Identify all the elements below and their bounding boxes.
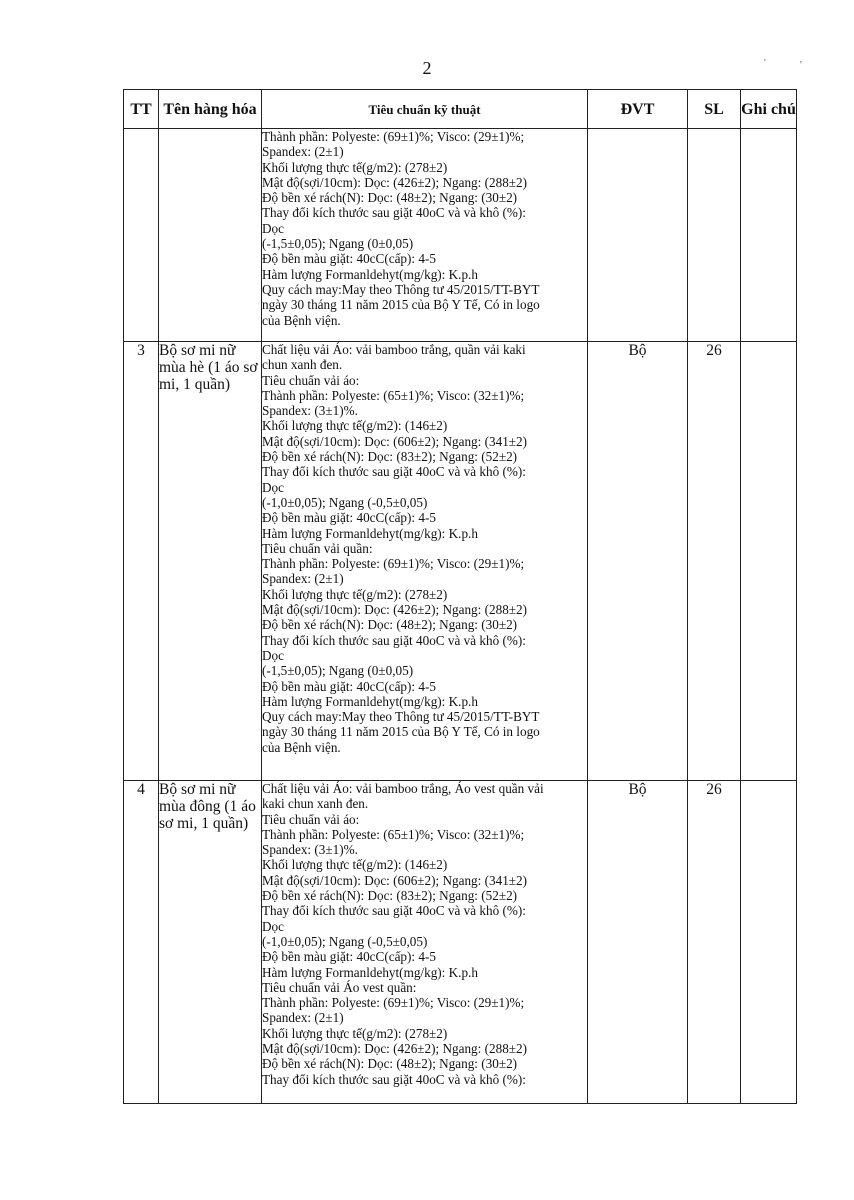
spec-line: Spandex: (2±1) — [262, 144, 344, 160]
spec-line: Độ bền màu giặt: 40cC(cấp): 4-5 — [262, 510, 436, 526]
spec-line: Thay đổi kích thước sau giặt 40oC và và khô (%): — [262, 1071, 526, 1087]
spec-line: (-1,5±0,05); Ngang (0±0,05) — [262, 236, 414, 252]
spec-line: Độ bền xé rách(N): Dọc: (48±2); Ngang: (30±2) — [262, 190, 518, 206]
row-spec — [262, 781, 588, 1104]
spec-line: Thành phần: Polyeste: (69±1)%; Visco: (29±1)%; — [262, 129, 525, 144]
spec-line: Dọc — [262, 220, 284, 236]
spec-line: Chất liệu vải Áo: vải bamboo trắng, Áo vest quần vải — [262, 781, 544, 796]
spec-line: Thành phần: Polyeste: (65±1)%; Visco: (32±1)%; — [262, 826, 525, 842]
spec-line: Thay đổi kích thước sau giặt 40oC và và khô (%): — [262, 464, 526, 480]
spec-line: Spandex: (2±1) — [262, 1010, 344, 1026]
spec-line: Spandex: (3±1)%. — [262, 842, 358, 858]
header-spec: Tiêu chuẩn kỹ thuật — [262, 90, 588, 129]
spec-line: Thay đổi kích thước sau giặt 40oC và và khô (%): — [262, 205, 526, 221]
row-unit: Bộ — [588, 781, 688, 1104]
spec-line: Chất liệu vải Áo: vải bamboo trắng, quần vải kaki — [262, 342, 526, 357]
scan-speck-icon: ' — [800, 60, 802, 71]
row-tt: 4 — [124, 781, 159, 1104]
spec-line: Độ bền xé rách(N): Dọc: (48±2); Ngang: (30±2) — [262, 1056, 518, 1072]
spec-line: Tiêu chuẩn vải Áo vest quần: — [262, 979, 417, 995]
row-note — [741, 342, 797, 781]
row-tt: 3 — [124, 342, 159, 781]
spec-line: ngày 30 tháng 11 năm 2015 của Bộ Y Tế, Có in logo — [262, 297, 540, 313]
spec-line: Khối lượng thực tế(g/m2): (278±2) — [262, 586, 448, 602]
table-row — [124, 342, 797, 781]
spec-line: Thành phần: Polyeste: (69±1)%; Visco: (29±1)%; — [262, 995, 525, 1011]
spec-line: Dọc — [262, 647, 284, 663]
spec-line: Dọc — [262, 918, 284, 934]
header-tt: TT — [124, 90, 159, 129]
row-qty: 26 — [688, 342, 741, 781]
spec-line: Spandex: (2±1) — [262, 571, 344, 587]
scan-speck-icon: ' — [764, 58, 766, 69]
spec-line: Độ bền xé rách(N): Dọc: (83±2); Ngang: (52±2) — [262, 888, 518, 904]
spec-line: Spandex: (3±1)%. — [262, 403, 358, 419]
header-name: Tên hàng hóa — [159, 90, 262, 129]
row-name — [159, 129, 262, 342]
header-note: Ghi chú — [741, 90, 797, 129]
row-tt — [124, 129, 159, 342]
row-unit — [588, 129, 688, 342]
spec-line: Khối lượng thực tế(g/m2): (146±2) — [262, 857, 448, 873]
header-unit: ĐVT — [588, 90, 688, 129]
row-name: Bộ sơ mi nữ mùa hè (1 áo sơ mi, 1 quần) — [159, 342, 262, 781]
spec-line: kaki chun xanh đen. — [262, 796, 369, 812]
row-qty — [688, 129, 741, 342]
spec-line: của Bệnh viện. — [262, 739, 341, 755]
row-name: Bộ sơ mi nữ mùa đông (1 áo sơ mi, 1 quần) — [159, 781, 262, 1104]
table-header-row — [124, 90, 797, 129]
spec-line: Mật độ(sợi/10cm): Dọc: (606±2); Ngang: (341±2) — [262, 433, 528, 449]
row-qty: 26 — [688, 781, 741, 1104]
spec-line: Khối lượng thực tế(g/m2): (278±2) — [262, 1025, 448, 1041]
table-row — [124, 781, 797, 1104]
spec-line: Mật độ(sợi/10cm): Dọc: (426±2); Ngang: (288±2) — [262, 602, 528, 618]
spec-line: Dọc — [262, 479, 284, 495]
row-note — [741, 781, 797, 1104]
spec-line: Quy cách may:May theo Thông tư 45/2015/TT-BYT — [262, 281, 540, 297]
spec-line: Mật độ(sợi/10cm): Dọc: (426±2); Ngang: (288±2) — [262, 1041, 528, 1057]
table-row — [124, 129, 797, 342]
spec-line: Mật độ(sợi/10cm): Dọc: (426±2); Ngang: (288±2) — [262, 174, 528, 190]
spec-line: Khối lượng thực tế(g/m2): (146±2) — [262, 418, 448, 434]
spec-line: Thay đổi kích thước sau giặt 40oC và và khô (%): — [262, 632, 526, 648]
page-number: 2 — [422, 58, 432, 78]
spec-line: chun xanh đen. — [262, 357, 343, 373]
spec-line: Tiêu chuẩn vải áo: — [262, 811, 360, 827]
spec-line: Tiêu chuẩn vải quần: — [262, 540, 373, 556]
spec-line: Hàm lượng Formanldehyt(mg/kg): K.p.h — [262, 964, 478, 980]
spec-line: Độ bền màu giặt: 40cC(cấp): 4-5 — [262, 678, 436, 694]
spec-line: Thành phần: Polyeste: (69±1)%; Visco: (29±1)%; — [262, 556, 525, 572]
spec-line: ngày 30 tháng 11 năm 2015 của Bộ Y Tế, Có in logo — [262, 724, 540, 740]
spec-line: Mật độ(sợi/10cm): Dọc: (606±2); Ngang: (341±2) — [262, 872, 528, 888]
spec-line: Quy cách may:May theo Thông tư 45/2015/TT-BYT — [262, 709, 540, 725]
spec-line: Thành phần: Polyeste: (65±1)%; Visco: (32±1)%; — [262, 387, 525, 403]
spec-line: Hàm lượng Formanldehyt(mg/kg): K.p.h — [262, 693, 478, 709]
spec-line: Độ bền xé rách(N): Dọc: (83±2); Ngang: (52±2) — [262, 449, 518, 465]
spec-line: (-1,0±0,05); Ngang (-0,5±0,05) — [262, 494, 428, 510]
spec-line: Tiêu chuẩn vải áo: — [262, 372, 360, 388]
spec-line: Độ bền màu giặt: 40cC(cấp): 4-5 — [262, 251, 436, 267]
spec-line: (-1,0±0,05); Ngang (-0,5±0,05) — [262, 933, 428, 949]
spec-line: Khối lượng thực tế(g/m2): (278±2) — [262, 159, 448, 175]
row-note — [741, 129, 797, 342]
row-unit: Bộ — [588, 342, 688, 781]
row-spec — [262, 342, 588, 781]
spec-line: của Bệnh viện. — [262, 312, 341, 328]
specification-table — [123, 89, 797, 1104]
spec-line: Độ bền màu giặt: 40cC(cấp): 4-5 — [262, 949, 436, 965]
spec-line: (-1,5±0,05); Ngang (0±0,05) — [262, 663, 414, 679]
row-spec — [262, 129, 588, 342]
spec-line: Độ bền xé rách(N): Dọc: (48±2); Ngang: (30±2) — [262, 617, 518, 633]
spec-line: Thay đổi kích thước sau giặt 40oC và và khô (%): — [262, 903, 526, 919]
spec-line: Hàm lượng Formanldehyt(mg/kg): K.p.h — [262, 266, 478, 282]
spec-line: Hàm lượng Formanldehyt(mg/kg): K.p.h — [262, 525, 478, 541]
header-qty: SL — [688, 90, 741, 129]
